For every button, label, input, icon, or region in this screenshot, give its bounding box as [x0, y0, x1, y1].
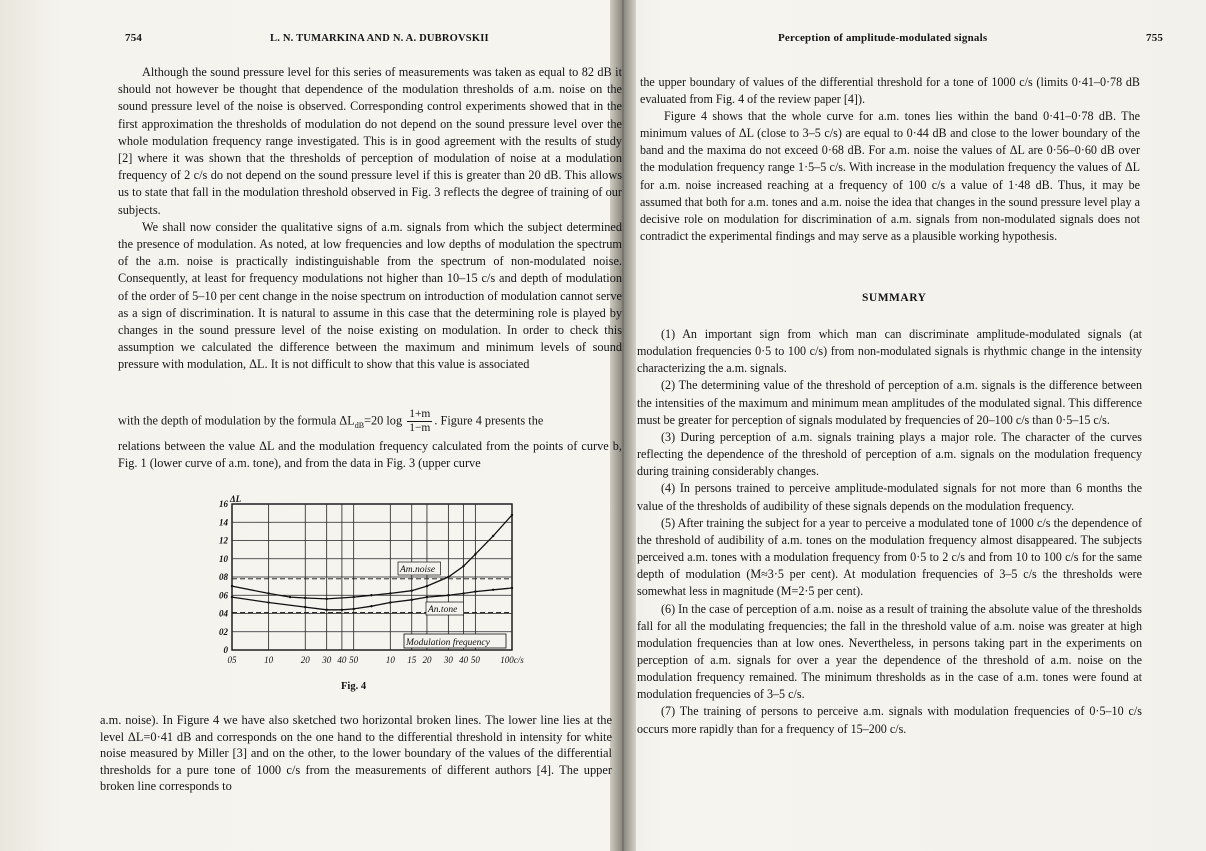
- data-point: [447, 594, 449, 596]
- summary-block: [637, 326, 1142, 738]
- formula-denominator: 1−m: [409, 422, 431, 434]
- x-tick-label: 100c/s: [500, 655, 524, 665]
- y-axis-label: ΔL: [230, 494, 242, 504]
- data-point: [474, 553, 476, 555]
- y-tick-label: 06: [219, 590, 228, 601]
- data-point: [511, 587, 513, 589]
- data-point: [304, 597, 306, 599]
- summary-heading: SUMMARY: [862, 292, 927, 304]
- data-point: [389, 601, 391, 603]
- left-paragraph-3: relations between the value ΔL and the modulation frequency calculated from the points of curve b, Fig. 1 (lower curve of a.m. tone), and from the data in Fig. 3 (upper curve: [118, 439, 622, 471]
- data-point: [411, 589, 413, 591]
- y-tick-label: 04: [219, 608, 228, 619]
- data-point: [352, 596, 354, 598]
- data-point: [447, 576, 449, 578]
- summary-item-2: (2) The determining value of the threshold of perception of a.m. signals is the difference between the intensities of the maximum and minimum mean amplitudes of the modulated signal. This difference must be greater for perception of signals modulated by frequencies of 20–100 c/s than 0·5–15 c/s.: [637, 378, 1142, 427]
- summary-item-1: (1) An important sign from which man can discriminate amplitude-modulated signals (at modulation frequencies 0·5 to 100 c/s) from non-modulated signals is rhythmic change in the intensity characterizing the a.m. signals.: [637, 327, 1142, 376]
- x-tick-label: 20: [422, 655, 432, 665]
- x-tick-label: 30: [322, 655, 332, 665]
- series-line: [232, 515, 512, 599]
- data-point: [304, 606, 306, 608]
- x-tick-label: 50: [349, 655, 359, 665]
- x-tick-label: 15: [407, 655, 417, 665]
- formula-pre: with the depth of modulation by the formula ΔL: [118, 413, 355, 428]
- figure-caption: Fig. 4: [341, 681, 367, 692]
- summary-item-7: (7) The training of persons to perceive a.m. signals with modulation frequencies of 0·5–10 c/s occurs more rapidly than for a frequency of 15–200 c/s.: [637, 704, 1142, 736]
- data-point: [325, 609, 327, 611]
- left-paragraph-4: a.m. noise). In Figure 4 we have also sketched two horizontal broken lines. The lower line lies at the level ΔL=0·41 dB and corresponds on the one hand to the differential threshold in intensity for white noise measured by Miller [3] and on the other, to the lower boundary of the values of the differential thresholds for a pure tone of 1000 c/s from the measurements of different authors [4]. The upper broken line corresponds to: [100, 713, 612, 793]
- formula-fraction: [407, 408, 432, 435]
- data-point: [370, 594, 372, 596]
- data-point: [389, 592, 391, 594]
- left-page-number: 754: [125, 32, 143, 44]
- summary-item-3: (3) During perception of a.m. signals training plays a major role. The character of the curves reflecting the dependence of the threshold of perception of a.m. signals on the modulation frequency during training considerably changes.: [637, 429, 1142, 479]
- summary-item-5: (5) After training the subject for a year to perceive a modulated tone of 1000 c/s the dependence of the threshold of audibility of a.m. tones on the modulation frequency almost disappeared. The subjects perceived a.m. tones with a modulation frequency from 0·5 to 2 c/s and from 10 to 100 c/s for the same depth of modulation (M≈3·5 per cent). At modulation frequencies of 3–5 c/s the thresholds were somewhat less in magnitude (M=2·5 per cent).: [637, 515, 1142, 599]
- data-point: [492, 535, 494, 537]
- chart-series: [231, 514, 513, 613]
- data-point: [267, 601, 269, 603]
- series-annotation: Modulation frequency: [406, 638, 490, 648]
- y-tick-label: 0: [223, 645, 228, 655]
- formula-line: [118, 408, 622, 435]
- left-text-block-3: [100, 712, 612, 795]
- formula-mid: =20 log: [364, 413, 403, 428]
- data-point: [492, 589, 494, 591]
- y-tick-label: 16: [219, 499, 228, 509]
- y-tick-label: 02: [219, 626, 228, 637]
- x-tick-label: 30: [443, 655, 453, 665]
- data-point: [289, 596, 291, 598]
- data-point: [370, 605, 372, 607]
- formula-sub: dB: [354, 420, 365, 430]
- summary-item-4: (4) In persons trained to perceive amplitude-modulated signals for not more than 6 months the value of the thresholds of audibility of these signals depends on the modulation frequency.: [637, 481, 1142, 513]
- x-tick-label: 10: [264, 655, 274, 665]
- data-point: [352, 608, 354, 610]
- summary-item-6: (6) In the case of perception of a.m. noise as a result of training the absolute value of the thresholds fall for all the modulating frequencies; the fall in the threshold value of a.m. noise was greater at high modulation frequencies than at low ones. Nevertheless, in persons taking part in the experiments on perception of a.m. signals for over a year the dependence of the threshold of a.m. noise on the modulation frequency remained. The minimum thresholds as in the case of a.m. tones were found at modulation frequencies of 3–5 c/s.: [637, 601, 1142, 702]
- x-tick-label: 10: [385, 655, 395, 665]
- y-tick-label: 12: [219, 535, 228, 546]
- data-point: [462, 592, 464, 594]
- right-page-number: 755: [1146, 32, 1164, 44]
- data-point: [462, 565, 464, 567]
- left-text-block-2: [118, 438, 622, 472]
- left-paragraph-1: Although the sound pressure level for this series of measurements was taken as equal to 82 dB it should not however be thought that dependence of the modulation thresholds of a.m. noise on the sound pressure level of the noise is observed. Corresponding control experiments showed that in the first approximation the thresholds of modulation do not depend on the sound pressure level over the whole modulation frequency range investigated. This is in good agreement with the results of study [2] where it was shown that the thresholds of perception of modulation of noise at a modulation frequency of 2 c/s do not depend on the sound pressure level if this is greater than 20 dB. This allows us to state that fall in the modulation threshold observed in Fig. 3 reflects the degree of training of our subjects.: [118, 65, 622, 217]
- data-point: [426, 585, 428, 587]
- left-text-block-1: [118, 64, 622, 374]
- data-point: [411, 599, 413, 601]
- x-tick-label: 20: [300, 655, 310, 665]
- data-point: [511, 514, 513, 516]
- x-tick-label: 40: [459, 655, 469, 665]
- right-paragraph-2: Figure 4 shows that the whole curve for a.m. tones lies within the band 0·41–0·78 dB. The minimum values of ΔL (close to 3–5 c/s) are equal to 0·44 dB and close to the lower boundary of the band and the maxima do not exceed 0·68 dB. For a.m. noise the values of ΔL are 0·56–0·60 dB over the modulation frequency range 1·5–5 c/s. With increase in the modulation frequency the values of ΔL for a.m. noise increased reaching at a frequency of 100 c/s a value of 1·48 dB. Thus, it may be assumed that both for a.m. tones and a.m. noise the idea that changes in the sound pressure level play a decisive role on modulation for discrimination of a.m. signals from non-modulated signals does not contradict the experimental findings and may serve as a plausible working hypothesis.: [640, 109, 1140, 243]
- right-paragraph-1: the upper boundary of values of the differential threshold for a tone of 1000 c/s (limits 0·41–0·78 dB evaluated from Fig. 4 of the review paper [4]).: [640, 75, 1140, 107]
- right-running-head: Perception of amplitude-modulated signals: [778, 32, 988, 44]
- formula-post: . Figure 4 presents the: [434, 413, 544, 428]
- data-point: [325, 598, 327, 600]
- formula-numerator: 1+m: [409, 408, 431, 420]
- right-text-block-1: [640, 74, 1140, 245]
- x-tick-label: 40: [337, 655, 347, 665]
- x-tick-label: 05: [227, 655, 237, 665]
- y-tick-label: 10: [219, 553, 228, 564]
- chart-labels: [229, 494, 506, 648]
- data-point: [231, 596, 233, 598]
- y-tick-label: 08: [219, 572, 228, 582]
- left-paragraph-2: We shall now consider the qualitative signs of a.m. signals from which the subject determined the presence of modulation. As noted, at low frequencies and low depths of modulation the spectrum of the a.m. noise is practically indistinguishable from the spectrum of non-modulated noise. Consequently, at least for frequency modulations not higher than 10–15 c/s and depth of modulation of the order of 5–10 per cent change in the noise spectrum on introduction of modulation cannot serve as a sign of discrimination. It is natural to assume in this case that the determining role is played by changes in the sound pressure level of the noise existing on modulation. In order to check this assumption we calculated the difference between the maximum and minimum levels of sound pressure with modulation, ΔL. It is not difficult to show that this value is associated: [118, 219, 622, 372]
- left-running-head: L. N. TUMARKINA AND N. A. DUBROVSKII: [270, 33, 489, 44]
- data-point: [231, 585, 233, 587]
- data-point: [474, 590, 476, 592]
- data-point: [267, 592, 269, 594]
- figure-4-chart: [192, 490, 532, 666]
- series-annotation: An.tone: [428, 605, 458, 615]
- data-point: [426, 596, 428, 598]
- chart-grid: [232, 504, 512, 650]
- data-point: [341, 609, 343, 611]
- y-tick-label: 14: [219, 517, 228, 528]
- series-annotation: Am.noise: [400, 565, 436, 575]
- x-tick-label: 50: [470, 655, 480, 665]
